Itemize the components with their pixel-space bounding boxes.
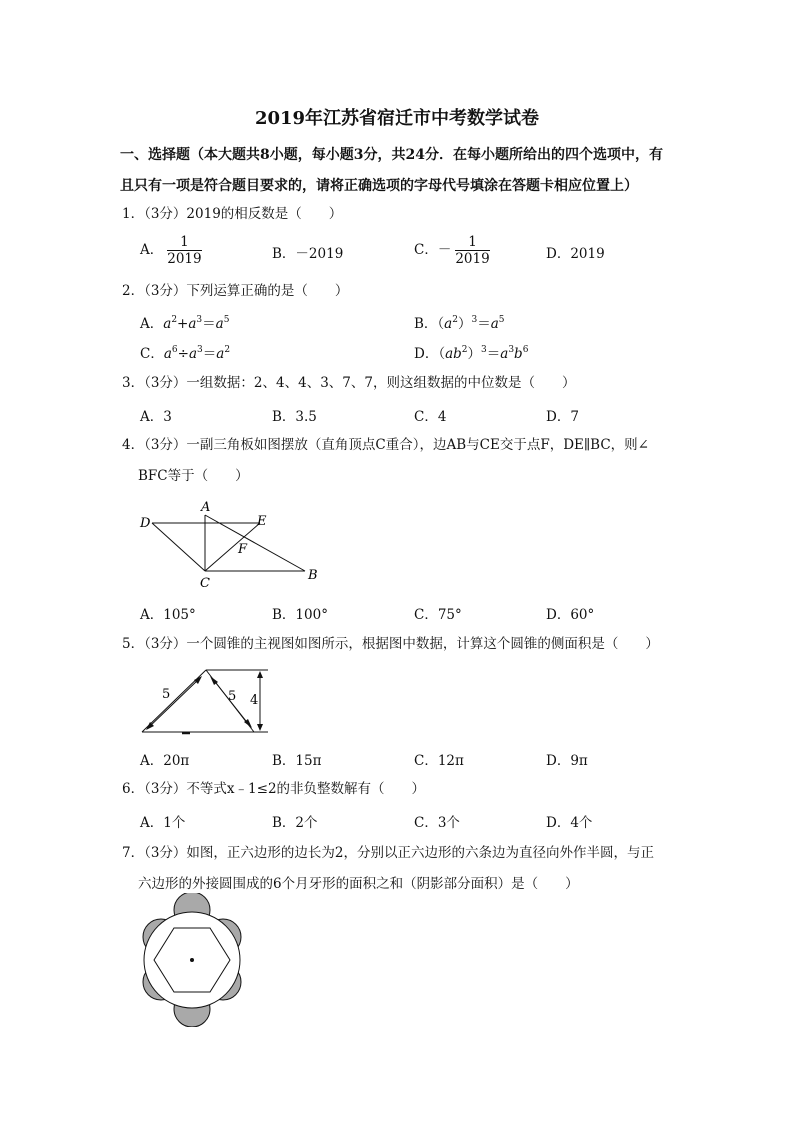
label-slant-right: 5 [228,689,237,704]
q1-option-c-label: C．－ [414,242,452,258]
arrow-height-bottom [257,724,263,731]
q5-option-a: A．20π [140,753,190,769]
q1-a-numerator: 1 [167,234,201,251]
q4-option-b: B．100° [272,607,328,623]
q2-option-a-label: A． [140,316,164,332]
q1-fraction-a [167,234,201,267]
label-a: A [201,500,211,515]
q1-option-a-label: A． [140,242,164,258]
q6-option-b: B．2个 [272,815,318,831]
q3-option-a: A．3 [140,409,172,425]
q2-option-d: D．$(ab^2)^3=a^3b^6$ [414,345,529,362]
q4-option-a: A．105° [140,607,196,623]
q1-option-b: B．－2019 [272,246,344,262]
q2-option-c-label: C． [140,346,164,362]
q1-option-d: D．2019 [546,246,605,262]
question-3-stem: 3．（3分）一组数据：2、4、4、3、7、7，则这组数据的中位数是（ ） [122,375,576,391]
q1-c-denominator: 2019 [455,251,490,267]
q3-option-c: C．4 [414,409,447,425]
question-1-stem: 1．（3分）2019的相反数是（ ） [122,206,343,222]
q6-option-c: C．3个 [414,815,460,831]
segment-dc [152,523,205,571]
q4-option-d: D．60° [546,607,595,623]
section-header [120,140,680,202]
q1-option-c [414,234,490,267]
question-2-stem: 2．（3分）下列运算正确的是（ ） [122,283,349,299]
q5-option-d: D．9π [546,753,588,769]
label-b: B [308,568,318,583]
section-line-1: 一、选择题（本大题共8小题，每小题3分，共24分．在每小题所给出的四个选项中，有 [120,147,663,163]
q4-option-c: C．75° [414,607,462,623]
question-7-line-1: 7．（3分）如图，正六边形的边长为2，分别以正六边形的六条边为直径向外作半圆，与正 [122,845,655,861]
q6-option-d: D．4个 [546,815,593,831]
q7-hexagon-figure [134,893,254,1027]
q2-option-a: A．$a^2+a^3=a^5$ [140,315,230,332]
dim-left-slant [148,678,200,728]
q2-option-b: B．$(a^2)^3=a^5$ [414,315,505,332]
arrow-height-top [257,671,263,678]
q2-option-c: C．$a^6\div a^3=a^2$ [140,345,231,362]
q1-fraction-c [455,234,489,267]
label-e: E [257,514,267,529]
question-7-stem [122,842,682,896]
q1-option-a [140,234,202,267]
center-point [190,958,194,962]
label-d: D [140,516,151,531]
label-height: 4 [250,693,259,708]
q3-option-d: D．7 [546,409,579,425]
question-4-stem [122,434,682,488]
q5-cone-figure [134,662,284,742]
q3-option-b: B．3.5 [272,409,317,425]
q2-option-b-label: B．（ [414,316,445,332]
question-5-stem: 5．（3分）一个圆锥的主视图如图所示，根据图中数据，计算这个圆锥的侧面积是（ ） [122,636,659,652]
q1-c-numerator: 1 [455,234,489,251]
question-6-stem: 6．（3分）不等式x﹣1≤2的非负整数解有（ ） [122,781,426,797]
q4-triangle-figure [130,495,330,595]
q2-option-d-label: D．（ [414,346,446,362]
label-f: F [238,542,248,557]
q5-option-c: C．12π [414,753,464,769]
question-4-line-1: 4．（3分）一副三角板如图摆放（直角顶点C重合），边AB与CE交于点F，DE∥BC，则∠ [122,437,649,453]
q5-option-b: B．15π [272,753,322,769]
page-title: 2019年江苏省宿迁市中考数学试卷 [254,108,540,129]
label-c: C [200,576,210,591]
label-slant-left: 5 [162,687,171,702]
question-7-line-2: 六边形的外接圆围成的6个月牙形的面积之和（阴影部分面积）是（ ） [138,876,579,892]
q6-option-a: A．1个 [140,815,186,831]
section-line-2: 且只有一项是符合题目要求的，请将正确选项的字母代号填涂在答题卡相应位置上） [120,178,638,194]
question-4-line-2: BFC等于（ ） [138,468,249,484]
q1-a-denominator: 2019 [167,251,202,267]
